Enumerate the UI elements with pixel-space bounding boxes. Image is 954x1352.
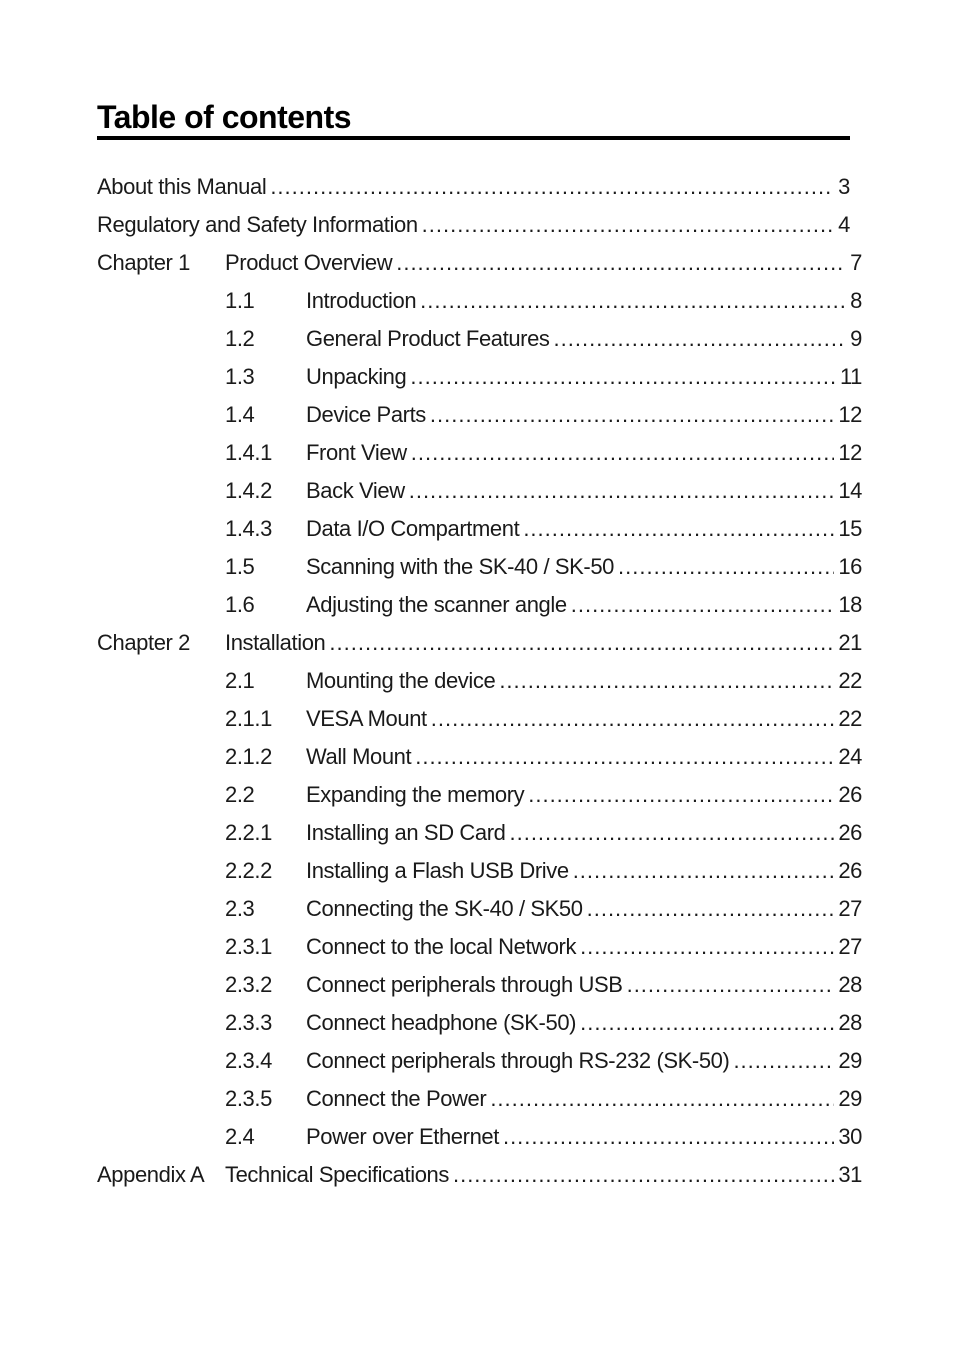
dot-leader <box>415 744 834 770</box>
toc-entry-page-number: 7 <box>850 250 862 275</box>
dot-leader <box>409 478 835 504</box>
toc-entry-title: Connecting the SK-40 / SK50 <box>306 896 583 921</box>
toc-entry-number: 1.4.2 <box>225 478 272 503</box>
toc-entry[interactable] <box>97 1118 862 1156</box>
toc-entry-page-number: 3 <box>838 174 850 199</box>
toc-entry-page-number: 28 <box>838 1010 862 1035</box>
toc-entry-page-number: 14 <box>838 478 862 503</box>
toc-entry-number: 2.3.4 <box>225 1048 272 1073</box>
toc-entry-page-number: 24 <box>838 744 862 769</box>
toc-entry[interactable] <box>97 700 862 738</box>
dot-leader <box>422 212 834 238</box>
toc-entry-page-number: 15 <box>838 516 862 541</box>
toc-entry-page-number: 28 <box>838 972 862 997</box>
toc-entry[interactable] <box>97 890 862 928</box>
toc-entry-number: 2.3.1 <box>225 934 272 959</box>
toc-entry-chapter-label: Chapter 2 <box>97 630 191 655</box>
toc-entry-title: Wall Mount <box>306 744 412 769</box>
toc-entry[interactable] <box>97 852 862 890</box>
toc-entry-number: 1.1 <box>225 288 255 313</box>
dot-leader <box>499 668 834 694</box>
dot-leader <box>411 440 835 466</box>
toc-entry-number: 2.3.5 <box>225 1086 272 1111</box>
toc-entry[interactable] <box>97 396 862 434</box>
dot-leader <box>490 1086 834 1112</box>
toc-entry-page-number: 18 <box>838 592 862 617</box>
toc-entry[interactable] <box>97 586 862 624</box>
toc-entry[interactable] <box>97 548 862 586</box>
toc-entry-title: Product Overview <box>225 250 393 275</box>
toc-entry-page-number: 26 <box>838 782 862 807</box>
toc-entry-title: Connect peripherals through USB <box>306 972 623 997</box>
toc-entry[interactable] <box>97 814 862 852</box>
dot-leader <box>431 706 835 732</box>
toc-entry-title: Installation <box>225 630 326 655</box>
toc-entry-title: General Product Features <box>306 326 550 351</box>
toc-entry-title: Regulatory and Safety Information <box>97 212 418 237</box>
toc-entry-title: Technical Specifications <box>225 1162 449 1187</box>
dot-leader <box>453 1162 834 1188</box>
page-title: Table of contents <box>97 99 352 135</box>
toc-entry-number: 2.2.1 <box>225 820 272 845</box>
toc-entry-number: 1.4.1 <box>225 440 272 465</box>
toc-entry[interactable] <box>97 1156 862 1194</box>
toc-entry-title: Connect peripherals through RS-232 (SK-50) <box>306 1048 730 1073</box>
toc-entry-number: 2.2 <box>225 782 255 807</box>
toc-entry-chapter-label: Appendix A <box>97 1162 205 1187</box>
toc-entry-page-number: 27 <box>838 896 862 921</box>
toc-entry-title: Device Parts <box>306 402 426 427</box>
toc-entry-page-number: 31 <box>838 1162 862 1187</box>
toc-entry-page-number: 27 <box>838 934 862 959</box>
toc-entry-page-number: 21 <box>838 630 862 655</box>
toc-entry-title: Installing a Flash USB Drive <box>306 858 569 883</box>
toc-entry[interactable] <box>97 168 850 206</box>
toc-entry-number: 1.4 <box>225 402 255 427</box>
toc-entry-page-number: 30 <box>838 1124 862 1149</box>
dot-leader <box>573 858 835 884</box>
toc-entry-page-number: 29 <box>838 1048 862 1073</box>
toc-entry[interactable] <box>97 434 862 472</box>
toc-entry-number: 2.1.1 <box>225 706 272 731</box>
toc-entry-number: 1.3 <box>225 364 255 389</box>
toc-entry-title: Back View <box>306 478 405 503</box>
toc-entry-title: Connect to the local Network <box>306 934 577 959</box>
toc-entry-number: 2.3 <box>225 896 255 921</box>
toc-entry-number: 1.4.3 <box>225 516 272 541</box>
toc-entry-page-number: 12 <box>838 402 862 427</box>
dot-leader <box>618 554 834 580</box>
dot-leader <box>430 402 834 428</box>
toc-entry-title: About this Manual <box>97 174 267 199</box>
toc-entry[interactable] <box>97 776 862 814</box>
toc-entry-number: 2.1 <box>225 668 255 693</box>
toc-entry-title: Installing an SD Card <box>306 820 506 845</box>
toc-entry-page-number: 22 <box>838 706 862 731</box>
toc-entry-page-number: 22 <box>838 668 862 693</box>
dot-leader <box>503 1124 834 1150</box>
toc-entry[interactable] <box>97 320 862 358</box>
dot-leader <box>627 972 835 998</box>
toc-entry[interactable] <box>97 244 862 282</box>
toc-entry-title: VESA Mount <box>306 706 427 731</box>
toc-entry-title: Front View <box>306 440 407 465</box>
dot-leader <box>509 820 834 846</box>
toc-entry-number: 2.3.3 <box>225 1010 272 1035</box>
toc-entry-number: 1.2 <box>225 326 255 351</box>
dot-leader <box>420 288 846 314</box>
toc-entry-title: Power over Ethernet <box>306 1124 499 1149</box>
toc-entry[interactable] <box>97 358 862 396</box>
dot-leader <box>523 516 834 542</box>
toc-entry-page-number: 16 <box>838 554 862 579</box>
toc-entry[interactable] <box>97 510 862 548</box>
toc-entry-page-number: 8 <box>850 288 862 313</box>
toc-entry[interactable] <box>97 966 862 1004</box>
toc-entry[interactable] <box>97 472 862 510</box>
toc-entry-page-number: 4 <box>838 212 850 237</box>
toc-entry-page-number: 9 <box>850 326 862 351</box>
toc-list <box>97 168 867 1194</box>
toc-entry[interactable] <box>97 738 862 776</box>
dot-leader <box>733 1048 834 1074</box>
toc-entry-number: 2.4 <box>225 1124 255 1149</box>
toc-entry-page-number: 12 <box>838 440 862 465</box>
toc-entry[interactable] <box>97 282 862 320</box>
toc-entry-title: Unpacking <box>306 364 407 389</box>
toc-entry-title: Connect headphone (SK-50) <box>306 1010 577 1035</box>
dot-leader <box>587 896 835 922</box>
toc-entry[interactable] <box>97 624 862 662</box>
toc-entry-title: Data I/O Compartment <box>306 516 520 541</box>
toc-entry-page-number: 26 <box>838 820 862 845</box>
dot-leader <box>270 174 834 200</box>
dot-leader <box>580 934 834 960</box>
toc-entry-page-number: 26 <box>838 858 862 883</box>
toc-entry[interactable] <box>97 1004 862 1042</box>
dot-leader <box>554 326 847 352</box>
toc-entry[interactable] <box>97 206 850 244</box>
toc-entry-title: Connect the Power <box>306 1086 487 1111</box>
dot-leader <box>410 364 836 390</box>
dot-leader <box>329 630 834 656</box>
toc-entry-number: 1.6 <box>225 592 255 617</box>
toc-entry-title: Adjusting the scanner angle <box>306 592 567 617</box>
dot-leader <box>528 782 834 808</box>
toc-entry-page-number: 29 <box>838 1086 862 1111</box>
toc-entry-title: Introduction <box>306 288 417 313</box>
toc-entry-chapter-label: Chapter 1 <box>97 250 191 275</box>
toc-entry-number: 2.1.2 <box>225 744 272 769</box>
toc-entry-number: 2.3.2 <box>225 972 272 997</box>
toc-entry-number: 1.5 <box>225 554 255 579</box>
toc-entry[interactable] <box>97 662 862 700</box>
dot-leader <box>396 250 846 276</box>
toc-heading <box>97 98 850 140</box>
toc-entry-number: 2.2.2 <box>225 858 272 883</box>
toc-entry-title: Scanning with the SK-40 / SK-50 <box>306 554 615 579</box>
dot-leader <box>580 1010 834 1036</box>
toc-entry[interactable] <box>97 1042 862 1080</box>
toc-entry-page-number: 11 <box>839 364 862 389</box>
dot-leader <box>571 592 835 618</box>
toc-entry-title: Mounting the device <box>306 668 496 693</box>
toc-entry[interactable] <box>97 1080 862 1118</box>
toc-entry[interactable] <box>97 928 862 966</box>
toc-entry-title: Expanding the memory <box>306 782 525 807</box>
